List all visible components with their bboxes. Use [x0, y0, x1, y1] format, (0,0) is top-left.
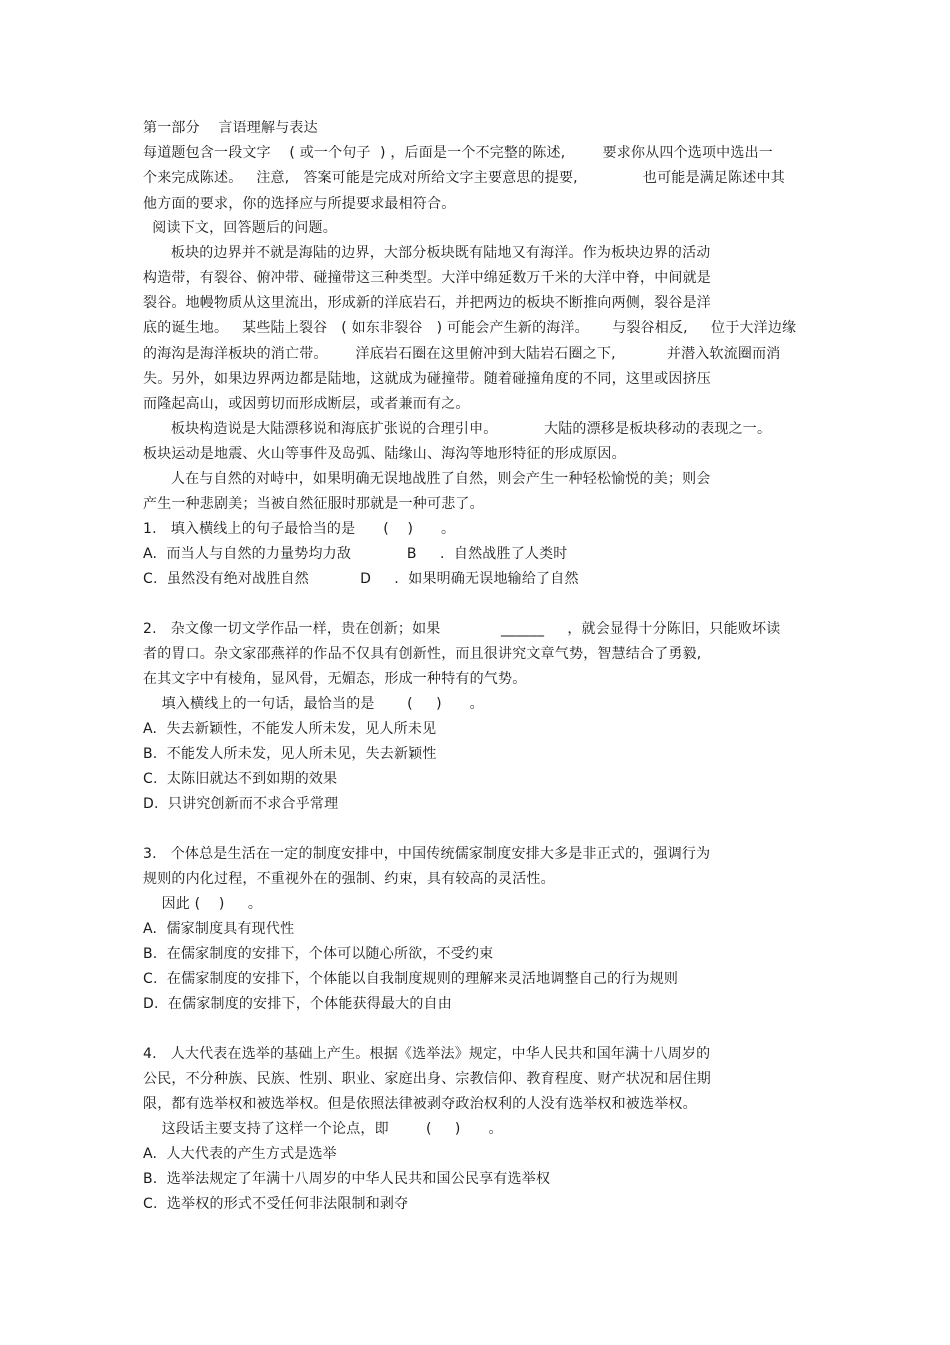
question-2-line: 者的胃口。杂文家邵燕祥的作品不仅具有创新性，而且很讲究文章气势，智慧结合了勇毅, — [143, 646, 702, 662]
passage-line: 失。另外，如果边界两边都是陆地，这就成为碰撞带。随着碰撞角度的不同，这里或因挤压 — [143, 371, 711, 387]
question-2-line: 2. 杂文像一切文学作品一样，贵在创新；如果 ______ ，就会显得十分陈旧，只能败坏读 — [143, 621, 781, 637]
passage-line: 板块的边界并不就是海陆的边界，大部分板块既有陆地又有海洋。作为板块边界的活动 — [143, 245, 711, 261]
instruction-line: 个来完成陈述。 注意, 答案可能是完成对所给文字主要意思的提要, 也可能是满足陈述中其 — [143, 170, 785, 186]
instruction-line: 每道题包含一段文字 ( 或一个句子 ) ，后面是一个不完整的陈述, 要求你从四个选项中选出一 — [143, 145, 773, 161]
question-1-stem: 1. 填入横线上的句子最恰当的是 ( ) 。 — [143, 521, 456, 537]
question-2-option: C. 太陈旧就达不到如期的效果 — [143, 771, 338, 787]
question-1-options-ab: A. 而当人与自然的力量势均力敌 B . 自然战胜了人类时 — [143, 546, 568, 562]
question-3-prompt: 因此 ( ) 。 — [143, 896, 263, 912]
question-3-option: B. 在儒家制度的安排下，个体可以随心所欲，不受约束 — [143, 946, 494, 962]
question-2-option: B. 不能发人所未发，见人所未见，失去新颖性 — [143, 746, 437, 762]
passage-line: 产生一种悲剧美；当被自然征服时那就是一种可悲了。 — [143, 496, 484, 512]
question-2-prompt: 填入横线上的一句话，最恰当的是 ( ) 。 — [143, 696, 484, 712]
question-2-option: D. 只讲究创新而不求合乎常理 — [143, 796, 339, 812]
question-4-option: A. 人大代表的产生方式是选举 — [143, 1146, 337, 1162]
question-3-option: D. 在儒家制度的安排下，个体能获得最大的自由 — [143, 996, 452, 1012]
question-4-line: 限，都有选举权和被选举权。但是依照法律被剥夺政治权利的人没有选举权和被选举权。 — [143, 1096, 697, 1112]
question-3-line: 3. 个体总是生活在一定的制度安排中，中国传统儒家制度安排大多是非正式的，强调行为 — [143, 846, 711, 862]
passage-line: 裂谷。地幔物质从这里流出，形成新的洋底岩石，并把两边的板块不断推向两侧，裂谷是洋 — [143, 295, 711, 311]
question-4-line: 公民，不分种族、民族、性别、职业、家庭出身、宗教信仰、教育程度、财产状况和居住期 — [143, 1071, 711, 1087]
section-title: 第一部分 言语理解与表达 — [143, 120, 318, 136]
passage-line: 板块构造说是大陆漂移说和海底扩张说的合理引申。 大陆的漂移是板块移动的表现之一。 — [143, 421, 772, 437]
question-3-option: A. 儒家制度具有现代性 — [143, 921, 295, 937]
question-2-line: 在其文字中有棱角，显风骨，无媚态，形成一种特有的气势。 — [143, 671, 527, 687]
question-1-options-cd: C. 虽然没有绝对战胜自然 D . 如果明确无误地输给了自然 — [143, 571, 579, 587]
passage-line: 而隆起高山，或因剪切而形成断层，或者兼而有之。 — [143, 396, 470, 412]
question-4-prompt: 这段话主要支持了这样一个论点，即 ( ) 。 — [143, 1121, 503, 1137]
passage-line: 板块运动是地震、火山等事件及岛弧、陆缘山、海沟等地形特征的形成原因。 — [143, 446, 626, 462]
passage-line: 的海沟是海洋板块的消亡带。 洋底岩石圈在这里俯冲到大陆岩石圈之下, 并潜入软流圈而消 — [143, 346, 781, 362]
instruction-line: 他方面的要求，你的选择应与所提要求最相符合。 — [143, 196, 456, 212]
question-4-line: 4. 人大代表在选举的基础上产生。根据《选举法》规定，中华人民共和国年满十八周岁的 — [143, 1046, 711, 1062]
passage-line: 人在与自然的对峙中，如果明确无误地战胜了自然，则会产生一种轻松愉悦的美；则会 — [143, 471, 711, 487]
question-3-option: C. 在儒家制度的安排下，个体能以自我制度规则的理解来灵活地调整自己的行为规则 — [143, 971, 679, 987]
passage-line: 底的诞生地。 某些陆上裂谷 ( 如东非裂谷 ) 可能会产生新的海洋。 与裂谷相反, 位于大洋边缘 — [143, 320, 797, 336]
passage-line: 构造带，有裂谷、俯冲带、碰撞带这三种类型。大洋中绵延数万千米的大洋中脊，中间就是 — [143, 270, 711, 286]
question-4-option: B. 选举法规定了年满十八周岁的中华人民共和国公民享有选举权 — [143, 1171, 551, 1187]
question-2-option: A. 失去新颖性，不能发人所未发，见人所未见 — [143, 721, 437, 737]
instruction-line: 阅读下文，回答题后的问题。 — [143, 220, 337, 236]
question-4-option: C. 选举权的形式不受任何非法限制和剥夺 — [143, 1196, 409, 1212]
question-3-line: 规则的内化过程，不重视外在的强制、约束，具有较高的灵活性。 — [143, 871, 555, 887]
